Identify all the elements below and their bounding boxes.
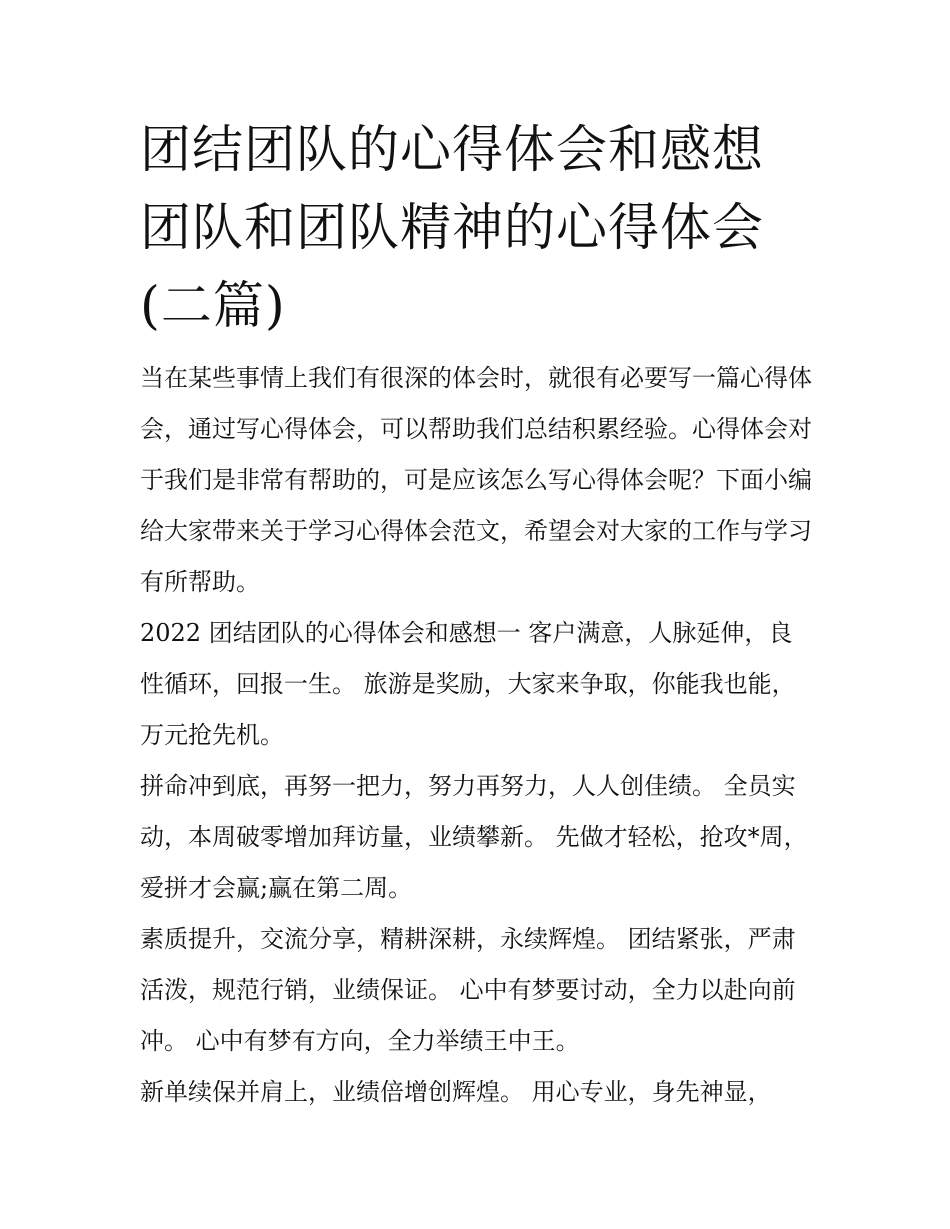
paragraph-intro: 当在某些事情上我们有很深的体会时，就很有必要写一篇心得体会，通过写心得体会，可以帮助我们总结积累经验。心得体会对于我们是非常有帮助的，可是应该怎么写心得体会呢？下面小编给大家带来关于学习心得体会范文，希望会对大家的工作与学习有所帮助。 <box>140 364 812 596</box>
paragraph-4: 新单续保并肩上，业绩倍增创辉煌。 用心专业，身先神显， <box>140 1078 772 1106</box>
paragraph-1: 2022 团结团队的心得体会和感想一 客户满意，人脉延伸，良性循环，回报一生。 旅游是奖励，大家来争取，你能我也能，万元抢先机。 <box>140 619 796 749</box>
paragraph-3: 素质提升，交流分享，精耕深耕，永续辉煌。 团结紧张，严肃活泼，规范行销，业绩保证。 心中有梦要讨动，全力以赴向前冲。 心中有梦有方向，全力举绩王中王。 <box>140 925 796 1055</box>
document-title: 团结团队的心得体会和感想 团队和团队精神的心得体会(二篇) <box>140 121 765 336</box>
paragraph-2: 拼命冲到底，再努一把力，努力再努力，人人创佳绩。 全员实动，本周破零增加拜访量，业绩攀新。 先做才轻松，抢攻*周，爱拼才会赢;赢在第二周。 <box>140 772 808 902</box>
document-body <box>140 353 816 1118</box>
